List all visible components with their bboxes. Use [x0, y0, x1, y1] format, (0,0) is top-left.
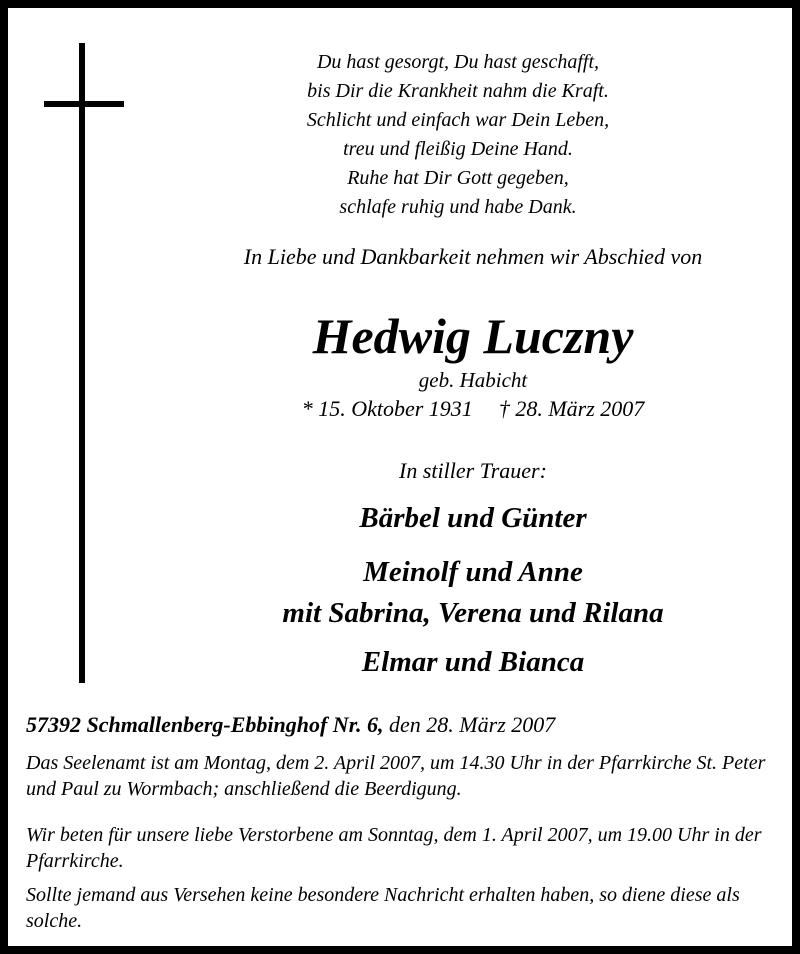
poem-line: Du hast gesorgt, Du hast geschafft,: [316, 51, 600, 73]
cross-icon: [79, 43, 85, 683]
family-line: mit Sabrina, Verena und Rilana: [282, 597, 664, 629]
family-line: Meinolf und Anne: [363, 556, 583, 588]
farewell-intro: In Liebe und Dankbarkeit nehmen wir Abschied von: [243, 244, 703, 269]
poem-line: Schlicht und einfach war Dein Leben,: [306, 109, 610, 131]
deceased-name: Hedwig Luczny: [312, 308, 634, 364]
poem-line: bis Dir die Krankheit nahm die Kraft.: [307, 80, 609, 102]
family-line: Elmar und Bianca: [361, 646, 585, 678]
funeral-mass-paragraph: Das Seelenamt ist am Montag, dem 2. April 2007, um 14.30 Uhr in der Pfarrkirche St. Peter und Paul zu Wormbach; anschließend die Beerdigung.: [26, 752, 766, 800]
poem-line: treu und fleißig Deine Hand.: [343, 138, 573, 160]
prayer-paragraph: Wir beten für unsere liebe Verstorbene am Sonntag, dem 1. April 2007, um 19.00 Uhr in der Pfarrkirche.: [26, 824, 762, 872]
life-dates: [168, 396, 778, 422]
address-line: [26, 712, 796, 738]
poem-line: schlafe ruhig und habe Dank.: [339, 196, 577, 218]
cross-icon-bar: [44, 101, 124, 107]
address-place: 57392 Schmallenberg-Ebbinghof Nr. 6,: [26, 712, 384, 737]
poem-line: Ruhe hat Dir Gott gegeben,: [347, 167, 569, 189]
poem: [258, 48, 658, 222]
family-line: Bärbel und Günter: [359, 502, 587, 534]
address-date: den 28. März 2007: [389, 712, 556, 737]
notice-paragraph: Sollte jemand aus Versehen keine besondere Nachricht erhalten haben, so diene diese als solche.: [26, 884, 740, 932]
death-date: † 28. März 2007: [498, 396, 645, 421]
birth-date: * 15. Oktober 1931: [301, 396, 473, 421]
birth-name: geb. Habicht: [418, 368, 528, 392]
mourning-heading: In stiller Trauer:: [399, 458, 547, 483]
